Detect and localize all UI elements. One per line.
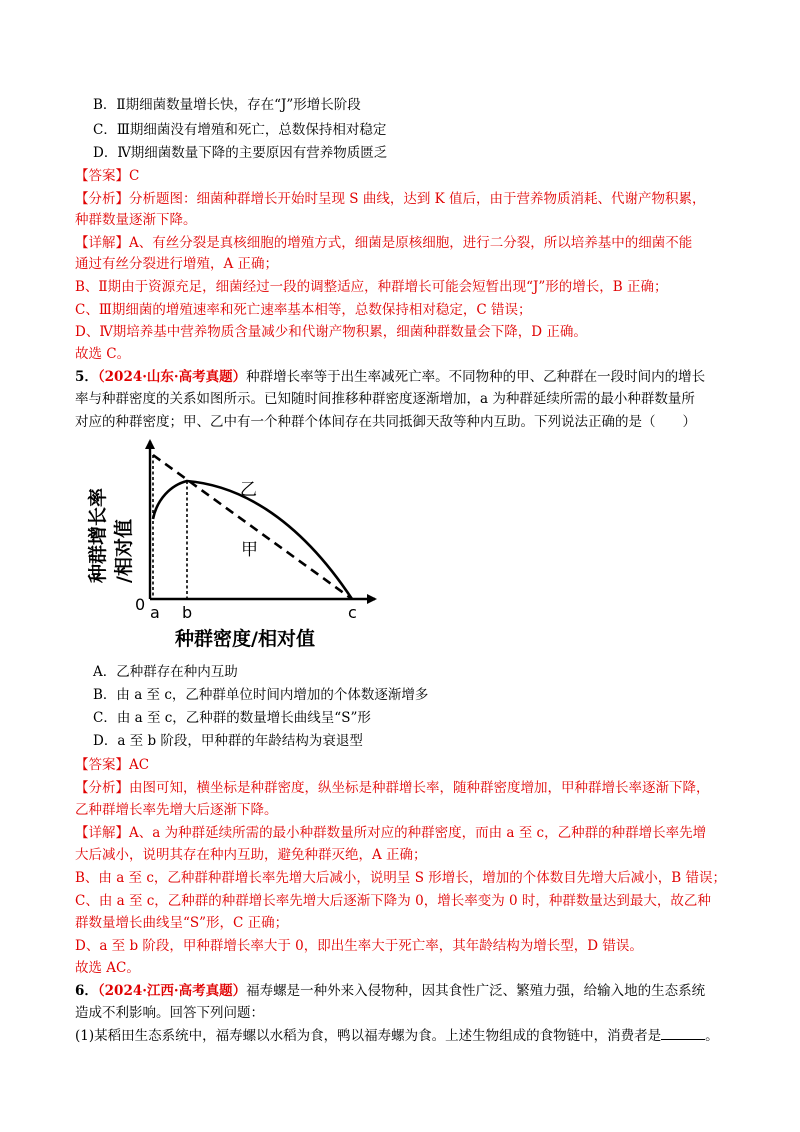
q5-analysis-line-2: 乙种群增长率先增大后逐渐下降。 — [75, 802, 278, 818]
q5-option-c: C．由 a 至 c，乙种群的数量增长曲线呈“S”形 — [93, 710, 371, 726]
tick-label-0: 0 — [135, 595, 146, 614]
q5-detail-line-4: C、由 a 至 c，乙种群的种群增长率先增大后逐渐下降为 0，增长率变为 0 时，种群数量达到最大，故乙种 — [75, 893, 711, 909]
x-axis-label: 种群密度/相对值 — [175, 628, 315, 650]
q5-option-d: D．a 至 b 阶段，甲种群的年龄结构为衰退型 — [93, 733, 363, 749]
q4-detail-line-1: 【详解】A、有丝分裂是真核细胞的增殖方式，细菌是原核细胞，进行二分裂，所以培养基中的细菌不能 — [75, 235, 693, 251]
y-axis-label-line-2: /相对值 — [113, 519, 135, 583]
q5-detail-line-1: 【详解】A、a 为种群延续所需的最小种群数量所对应的种群密度，而由 a 至 c，乙种群的种群增长率先增 — [75, 825, 707, 841]
tick-label-c: c — [348, 603, 357, 622]
q4-answer: 【答案】C — [75, 168, 140, 184]
q4-option-d: D．Ⅳ期细菌数量下降的主要原因有营养物质匮乏 — [93, 145, 388, 161]
series-yi-label: 乙 — [240, 480, 257, 500]
q6-stem-line-1 — [75, 981, 705, 1001]
answer-blank[interactable] — [661, 1025, 705, 1040]
q5-detail-line-3: B、由 a 至 c，乙种群种群增长率先增大后减小，说明呈 S 形增长，增加的个体数目先增大后减小，B 错误； — [75, 870, 726, 886]
q4-option-b: B．Ⅱ期细菌数量增长快，存在“J”形增长阶段 — [93, 97, 361, 113]
series-jia-label: 甲 — [241, 540, 258, 560]
q5-stem-text-1: 种群增长率等于出生率减死亡率。不同物种的甲、乙种群在一段时间内的增长 — [246, 369, 706, 385]
q5-answer: 【答案】AC — [75, 757, 150, 773]
q5-detail-line-2: 大后减小，说明其存在种内互助，避免种群灭绝，A 正确； — [75, 847, 427, 863]
q4-detail-line-3: B、Ⅱ期由于资源充足，细菌经过一段的调整适应，种群增长可能会短暂出现“J”形的增长，B 正确； — [75, 279, 668, 295]
q5-analysis-line-1: 【分析】由图可知，横坐标是种群密度，纵坐标是种群增长率，随种群密度增加，甲种群增长率逐渐下降， — [75, 780, 710, 796]
q4-detail-line-4: C、Ⅲ期细菌的增殖速率和死亡速率基本相等，总数保持相对稳定，C 错误； — [75, 302, 532, 318]
q4-analysis-line-2: 种群数量逐渐下降。 — [75, 212, 197, 228]
q6-stem-line-2: 造成不利影响。回答下列问题： — [75, 1005, 264, 1021]
q5-stem-line-3: 对应的种群密度；甲、乙中有一个种群个体间存在共同抵御天敌等种内互助。下列说法正确的是（ ） — [75, 414, 696, 430]
growth-rate-chart — [75, 433, 385, 658]
tick-label-a: a — [150, 603, 160, 622]
q4-detail-line-5: D、Ⅳ期培养基中营养物质含量减少和代谢产物积累，细菌种群数量会下降，D 正确。 — [75, 324, 587, 340]
q4-option-c: C．Ⅲ期细菌没有增殖和死亡，总数保持相对稳定 — [93, 122, 387, 138]
q6-number: 6． — [75, 983, 98, 999]
q5-stem-line-1 — [75, 367, 705, 387]
tick-label-b: b — [182, 603, 193, 622]
q4-conclusion: 故选 C。 — [75, 346, 131, 362]
q5-stem-line-2: 率与种群密度的关系如图所示。已知随时间推移种群密度逐渐增加，a 为种群延续所需的最小种群数量所 — [75, 391, 695, 407]
q5-option-a: A．乙种群存在种内互助 — [93, 664, 238, 680]
q4-detail-line-2: 通过有丝分裂进行增殖，A 正确； — [75, 256, 279, 272]
q5-detail-line-6: D、a 至 b 阶段，甲种群增长率大于 0，即出生率大于死亡率，其年龄结构为增长型，D 错误。 — [75, 938, 643, 954]
q6-source: （2024·江西·高考真题） — [97, 983, 247, 999]
q6-subquestion-1-end: 。 — [705, 1028, 719, 1044]
q5-conclusion: 故选 AC。 — [75, 960, 140, 976]
q5-source: （2024·山东·高考真题） — [97, 369, 247, 385]
q6-subquestion-1-text: (1)某稻田生态系统中，福寿螺以水稻为食，鸭以福寿螺为食。上述生物组成的食物链中，消费者是 — [75, 1028, 662, 1044]
q5-detail-line-5: 群数量增长曲线呈“S”形，C 正确； — [75, 915, 289, 931]
y-axis-label-line-1: 种群增长率 — [87, 487, 109, 583]
series-jia-line — [153, 455, 352, 599]
q6-subquestion-1 — [75, 1025, 719, 1046]
q4-analysis-line-1: 【分析】分析题图：细菌种群增长开始时呈现 S 曲线，达到 K 值后，由于营养物质消耗、代谢产物积累， — [75, 191, 706, 207]
q5-number: 5． — [75, 369, 98, 385]
q5-option-b: B．由 a 至 c，乙种群单位时间内增加的个体数逐渐增多 — [93, 687, 429, 703]
q6-stem-text-1: 福寿螺是一种外来入侵物种，因其食性广泛、繁殖力强，给输入地的生态系统 — [246, 983, 706, 999]
